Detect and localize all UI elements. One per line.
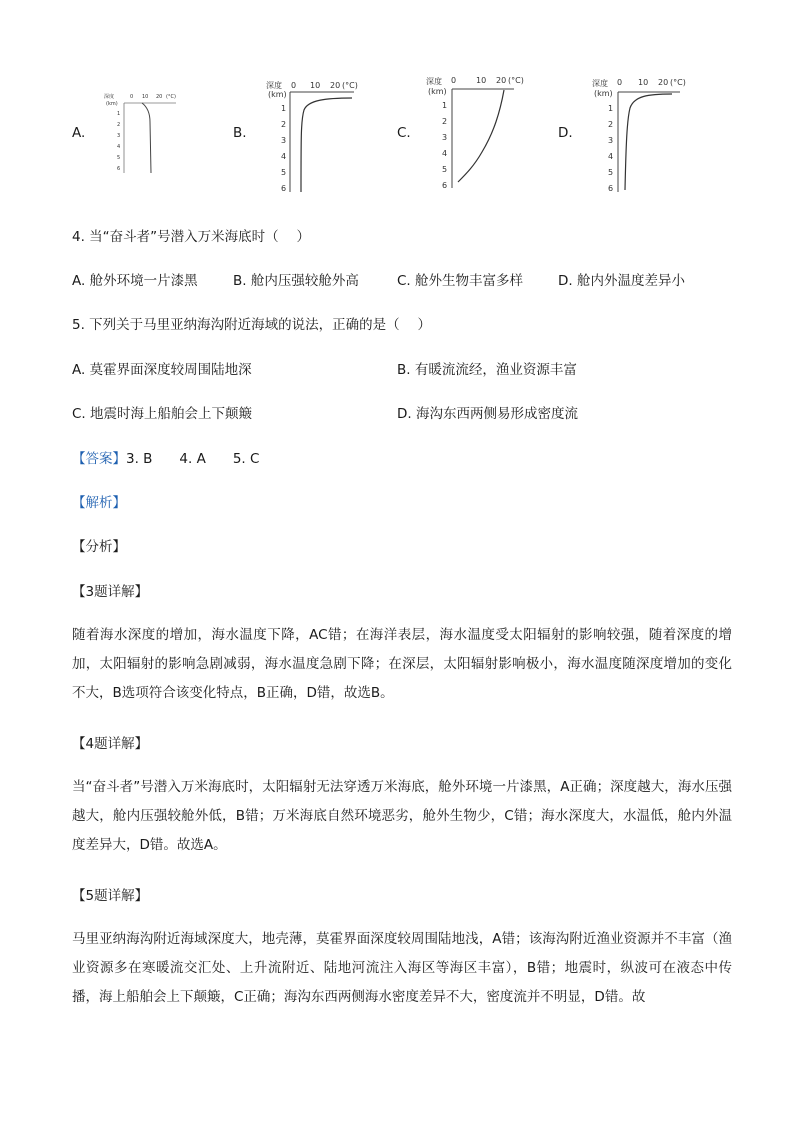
chart-a-tick-20: 20 [156,94,163,100]
svg-text:1: 1 [608,104,614,113]
detail-3-title: 【3题详解】 [72,584,149,600]
detail-5-title: 【5题详解】 [72,888,149,904]
chart-b-y-ticks [281,104,286,193]
chart-b-tick-0: 0 [291,81,297,90]
svg-text:3: 3 [281,136,287,145]
chart-a-tick-10: 10 [142,94,149,100]
chart-c-header: 深度 [426,77,442,86]
option-a-label: A. [72,125,86,141]
chart-b-header: 深度 [266,81,282,90]
detail-3-text: 随着海水深度的增加，海水温度下降，AC错；在海洋表层，海水温度受太阳辐射的影响较强，随着深度的增加，太阳辐射的影响急剧减弱，海水温度急剧下降；在深层，太阳辐射影响极小，海水温度随深度增加的变化不大，B选项符合该变化特点，B正确，D错，故选B。 [72,627,732,701]
answer-line [72,450,259,468]
svg-text:4: 4 [117,144,121,150]
q5-option-c: C. 地震时海上船舶会上下颠簸 [72,406,253,422]
option-b-label: B. [233,125,247,141]
svg-text:6: 6 [117,166,121,172]
chart-d [590,74,694,196]
chart-d-y-ticks [608,104,613,193]
chart-c-tick-unit: (°C) [508,76,524,85]
svg-text:4: 4 [442,149,448,158]
svg-text:3: 3 [442,133,448,142]
detail-4-title: 【4题详解】 [72,736,149,752]
detail-4-text: 当“奋斗者”号潜入万米海底时，太阳辐射无法穿透万米海底，舱外环境一片漆黑，A正确；深度越大，海水压强越大，舱内压强较舱外低，B错；万米海底自然环境恶劣，舱外生物少，C错；海水深度大，水温低，舱内外温度差异大，D错。故选A。 [72,779,732,853]
svg-text:1: 1 [117,111,121,117]
question-4-stem: 4. 当“奋斗者”号潜入万米海底时（ ） [72,229,310,245]
chart-a-curve [142,103,151,173]
chart-d-tick-10: 10 [638,78,649,87]
answer-tag: 【答案】 [72,451,126,467]
chart-c [424,72,528,192]
svg-text:2: 2 [442,117,448,126]
svg-text:5: 5 [117,155,121,161]
svg-text:6: 6 [608,184,614,193]
svg-text:4: 4 [281,152,287,161]
chart-a-tick-unit: (°C) [166,94,176,100]
chart-c-curve [458,90,504,182]
chart-b-tick-10: 10 [310,81,321,90]
q4-option-b: B. 舱内压强较舱外高 [233,273,359,289]
q4-option-d: D. 舱内外温度差异小 [558,273,685,289]
svg-text:3: 3 [117,133,121,139]
chart-c-y-ticks [442,101,447,190]
svg-text:1: 1 [281,104,287,113]
svg-text:1: 1 [442,101,448,110]
chart-a-header: 深度 [104,94,115,100]
chart-b-curve [301,98,352,192]
svg-text:3: 3 [608,136,614,145]
chart-d-tick-unit: (°C) [670,78,686,87]
q5-option-b: B. 有暖流流经，渔业资源丰富 [397,362,577,378]
q4-option-c: C. 舱外生物丰富多样 [397,273,524,289]
chart-a-tick-0: 0 [130,94,134,100]
option-c-label: C. [397,125,411,141]
chart-d-tick-0: 0 [617,78,623,87]
chart-d-tick-20: 20 [658,78,669,87]
chart-b-tick-unit: (°C) [342,81,358,90]
question-5-stem: 5. 下列关于马里亚纳海沟附近海域的说法，正确的是（ ） [72,317,431,333]
answer-values: 3. B 4. A 5. C [126,451,260,467]
chart-d-curve [625,94,672,190]
chart-a-y-ticks [117,111,120,172]
chart-c-tick-0: 0 [451,76,457,85]
svg-text:2: 2 [117,122,121,128]
q4-option-a: A. 舱外环境一片漆黑 [72,273,198,289]
analysis-tag: 【解析】 [72,495,126,511]
svg-text:5: 5 [608,168,614,177]
q5-option-a: A. 莫霍界面深度较周围陆地深 [72,362,252,378]
svg-text:4: 4 [608,152,614,161]
chart-b [266,76,362,196]
q5-option-d: D. 海沟东西两侧易形成密度流 [397,406,578,422]
chart-d-header: 深度 [592,79,608,88]
svg-text:6: 6 [442,181,448,190]
chart-c-tick-10: 10 [476,76,487,85]
fenxi-heading: 【分析】 [72,539,126,555]
chart-b-unit: (km) [268,90,287,99]
svg-text:5: 5 [281,168,287,177]
svg-text:5: 5 [442,165,448,174]
svg-text:6: 6 [281,184,287,193]
chart-a-unit: (km) [106,101,118,107]
option-d-label: D. [558,125,573,141]
chart-c-unit: (km) [428,87,447,96]
chart-b-tick-20: 20 [330,81,341,90]
svg-text:2: 2 [608,120,614,129]
svg-text:2: 2 [281,120,287,129]
chart-d-unit: (km) [594,89,613,98]
chart-c-tick-20: 20 [496,76,507,85]
chart-a [104,88,186,178]
detail-5-text: 马里亚纳海沟附近海域深度大，地壳薄，莫霍界面深度较周围陆地浅，A错；该海沟附近渔业资源并不丰富（渔业资源多在寒暖流交汇处、上升流附近、陆地河流注入海区等海区丰富），B错；地震时，纵波可在液态中传播，海上船舶会上下颠簸，C正确；海沟东西两侧海水密度差异不大，密度流并不明显，D错。故 [72,931,732,1005]
